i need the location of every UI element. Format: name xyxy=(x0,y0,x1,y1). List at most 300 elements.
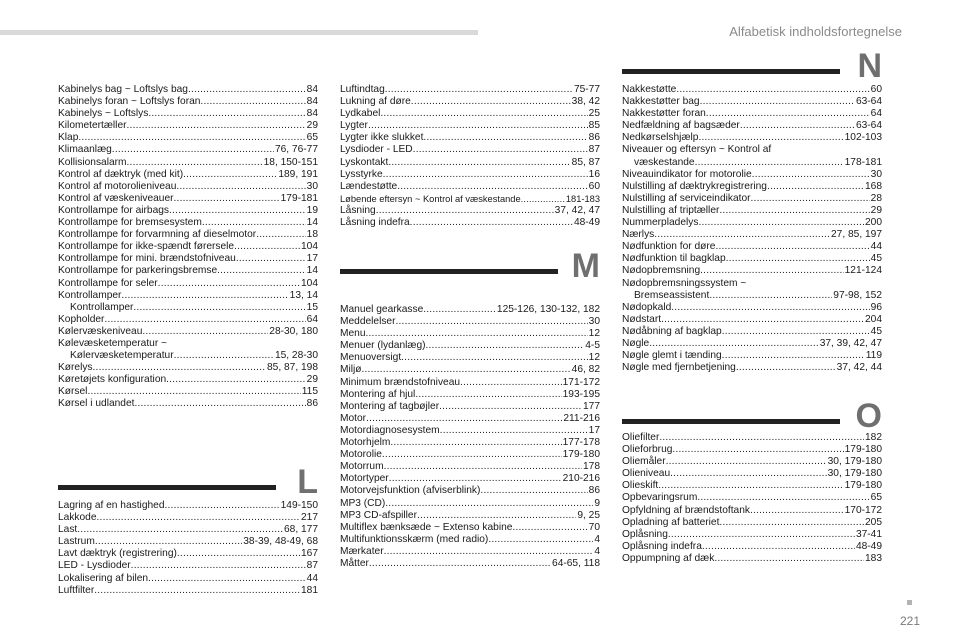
index-entry-page: 183 xyxy=(865,552,882,564)
index-entry xyxy=(340,157,600,169)
dot-leader xyxy=(389,473,562,485)
index-entry-label: Kontrollamper xyxy=(70,301,134,313)
dot-leader xyxy=(698,217,864,229)
index-entry-label: Minimum brændstofniveau xyxy=(340,376,461,388)
index-entry xyxy=(58,560,318,572)
index-entry-page: 181-183 xyxy=(565,193,600,204)
dot-leader xyxy=(148,108,305,120)
index-entry xyxy=(622,492,882,504)
index-entry xyxy=(58,500,318,512)
index-entry-page: 84 xyxy=(306,108,318,120)
dot-leader xyxy=(410,217,573,229)
index-entry-page: 60 xyxy=(870,84,882,95)
index-entry-page: 204 xyxy=(865,313,882,325)
dot-leader xyxy=(658,480,843,492)
index-entry-label: Nedkørselshjælp xyxy=(622,132,699,144)
index-entry-page: 104 xyxy=(301,277,318,289)
index-entry-label: Kontrol af dæktryk (med kit) xyxy=(58,168,184,180)
index-entry xyxy=(622,229,882,241)
index-entry-page: 205 xyxy=(865,516,882,528)
index-entry-label: Kollisionsalarm xyxy=(58,156,127,168)
dot-leader xyxy=(177,548,300,560)
index-entry-page: 115 xyxy=(301,386,318,398)
index-entry-label: Kontrollampe for seler xyxy=(58,277,158,289)
index-entry xyxy=(340,558,600,570)
index-entry-page: 63-64 xyxy=(855,120,882,132)
index-entry-label: Kilometertæller xyxy=(58,120,127,132)
dot-leader xyxy=(719,205,869,217)
dot-leader xyxy=(87,386,300,398)
index-entry-label: Låsning indefra xyxy=(340,217,410,229)
dot-leader xyxy=(415,389,561,401)
index-entry-page: 177 xyxy=(583,400,600,412)
index-entry xyxy=(58,108,318,120)
section-letter: M xyxy=(571,247,600,285)
index-entry-label: Låsning xyxy=(340,204,376,216)
index-entry xyxy=(622,468,882,480)
index-entry-page: 189, 191 xyxy=(278,168,318,180)
index-entry-page: 86 xyxy=(588,485,600,497)
index-entry xyxy=(58,278,318,290)
index-entry-page: 30 xyxy=(870,168,882,180)
dot-leader xyxy=(722,350,865,362)
index-entry xyxy=(622,444,882,456)
index-entry-label: Klap xyxy=(58,132,79,144)
index-entry-page: 181 xyxy=(301,584,318,596)
dot-leader xyxy=(362,364,571,376)
index-entry-page: 38-39, 48-49, 68 xyxy=(243,536,318,548)
index-entry-page: 76, 76-77 xyxy=(274,144,318,156)
index-entry-page: 46, 82 xyxy=(571,364,600,376)
index-entry-page: 28-30, 180 xyxy=(269,325,318,337)
dot-leader xyxy=(401,352,588,364)
index-entry-label: Klimaanlæg xyxy=(58,144,112,156)
index-entry-label: Kørelys xyxy=(58,362,93,374)
index-entry-label: Lastrum xyxy=(58,536,95,548)
index-entry-page: 178-181 xyxy=(844,156,882,168)
index-entry-page: 193-195 xyxy=(562,388,600,400)
index-entry xyxy=(622,205,882,217)
index-entry-page: 200 xyxy=(865,217,882,229)
index-entry-label: Last xyxy=(58,524,78,536)
section-letter: L xyxy=(297,463,318,501)
index-entry xyxy=(340,546,600,558)
dot-leader xyxy=(460,377,562,389)
index-entry xyxy=(58,205,318,217)
index-entry-page: 48-49 xyxy=(855,540,882,552)
dot-leader xyxy=(188,84,306,96)
index-entry-page: 170-172 xyxy=(844,504,882,516)
dot-leader xyxy=(78,132,305,144)
dot-leader xyxy=(661,314,864,326)
index-entry xyxy=(340,425,600,437)
index-entry-label: Kabinelys bag ~ Loftslys bag xyxy=(58,84,188,95)
index-entry-page: 171-172 xyxy=(562,376,600,388)
dot-leader xyxy=(752,169,870,181)
index-entry-label: Lagring af en hastighed xyxy=(58,500,165,511)
dot-leader xyxy=(97,512,300,524)
index-entry-page: 86 xyxy=(306,398,318,410)
index-entry-label: Olieforbrug xyxy=(622,444,673,456)
index-entry xyxy=(622,505,882,517)
index-entry-page: 9, 25 xyxy=(577,509,600,521)
index-entry-label: Multiflex bænksæde ~ Extenso kabine xyxy=(340,521,513,533)
index-entry xyxy=(622,96,882,108)
index-entry xyxy=(58,386,318,398)
dot-leader xyxy=(423,304,496,316)
index-entry xyxy=(340,534,600,546)
dot-leader xyxy=(388,157,570,169)
index-entry-page: 15, 28-30 xyxy=(274,350,318,362)
index-entry-page: 179-180 xyxy=(844,444,882,456)
dot-leader xyxy=(439,401,582,413)
index-entry-label: Manuel gearkasse xyxy=(340,304,424,315)
index-entry xyxy=(58,362,318,374)
dot-leader xyxy=(396,316,588,328)
index-entry-page: 63-64 xyxy=(855,96,882,108)
index-entry xyxy=(58,253,318,265)
index-entry xyxy=(340,316,600,328)
index-entry-label: Kabinelys ~ Loftslys xyxy=(58,108,149,120)
index-entry xyxy=(340,169,600,181)
dot-leader xyxy=(706,108,870,120)
index-entry xyxy=(622,253,882,265)
index-entry-label: Kørsel xyxy=(58,386,88,398)
dot-leader xyxy=(134,398,305,410)
index-entry-label: Opfyldning af brændstoftank xyxy=(622,504,750,516)
index-entry-label: Lygter ikke slukket xyxy=(340,132,424,144)
index-column-1 xyxy=(58,84,318,411)
index-entry xyxy=(622,193,882,205)
corner-mark xyxy=(907,600,912,605)
section-divider xyxy=(622,419,840,424)
index-entry-page: 65 xyxy=(870,492,882,504)
index-entry-label: Kølevæsketemperatur ~ xyxy=(58,337,167,349)
index-entry-page: 14 xyxy=(306,265,318,277)
dot-leader xyxy=(365,328,587,340)
index-entry xyxy=(340,510,600,522)
index-entry-page: 25 xyxy=(588,108,600,120)
index-entry-label: Kølervæsketemperatur xyxy=(70,350,174,362)
index-entry-page: 125-126, 130-132, 182 xyxy=(496,304,600,315)
index-entry-label: Nakkestøtte xyxy=(622,84,677,95)
index-entry-page: 44 xyxy=(306,572,318,584)
index-entry-label: Nulstilling af dæktrykregistrering xyxy=(622,180,767,192)
index-entry-page: 86 xyxy=(588,132,600,144)
index-entry-page: 168 xyxy=(865,180,882,192)
dot-leader xyxy=(426,340,585,352)
section-divider xyxy=(58,485,276,490)
dot-leader xyxy=(200,96,305,108)
index-column-2-m xyxy=(340,304,600,570)
index-entry-page: 45 xyxy=(870,325,882,337)
index-entry-page: 84 xyxy=(306,84,318,95)
dot-leader xyxy=(133,302,305,314)
index-entry-label: Menuoversigt xyxy=(340,352,402,364)
index-entry xyxy=(340,352,600,364)
index-entry xyxy=(58,585,318,597)
dot-leader xyxy=(750,505,844,517)
index-entry-page: 30, 179-180 xyxy=(827,468,882,480)
index-entry xyxy=(58,96,318,108)
index-entry xyxy=(622,517,882,529)
index-entry-label: Lændestøtte xyxy=(340,180,398,192)
index-entry-page: 29 xyxy=(306,374,318,386)
index-entry-page: 9 xyxy=(594,497,600,509)
dot-leader xyxy=(202,217,306,229)
index-entry-label: Kabinelys foran ~ Loftslys foran xyxy=(58,96,201,108)
index-entry-label: Nøgle xyxy=(622,337,650,349)
dot-leader xyxy=(740,120,855,132)
index-entry-page: 178 xyxy=(583,461,600,473)
dot-leader xyxy=(512,522,587,534)
index-entry-label: Nødfunktion for døre xyxy=(622,241,716,253)
index-entry-label: Kontrollampe for ikke-spændt førersele xyxy=(58,241,235,253)
index-entry-label: Kontrol af motorolieniveau xyxy=(58,180,177,192)
index-entry-page: 64 xyxy=(306,313,318,325)
index-entry-page: 64-65, 118 xyxy=(552,557,600,569)
dot-leader xyxy=(670,468,826,480)
index-entry-page: 64 xyxy=(870,108,882,120)
dot-leader xyxy=(715,241,869,253)
index-entry-label: LED - Lysdioder xyxy=(58,560,131,572)
index-entry-label: Motorvejsfunktion (afviserblink) xyxy=(340,485,481,497)
index-entry xyxy=(58,265,318,277)
index-entry xyxy=(58,132,318,144)
index-entry-page: 179-181 xyxy=(280,192,318,204)
index-entry xyxy=(622,169,882,181)
index-entry-label: Motorhjelm xyxy=(340,437,391,449)
index-entry xyxy=(58,290,318,302)
dot-leader xyxy=(417,510,576,522)
index-entry-label: Bremseassistent xyxy=(634,289,710,301)
index-entry xyxy=(340,413,600,425)
index-entry xyxy=(622,265,882,277)
index-entry-label: Nødopkald xyxy=(622,301,672,313)
index-entry-label: Oplåsning indefra xyxy=(622,540,702,552)
dot-leader xyxy=(165,500,280,512)
index-entry-label: Lydkabel xyxy=(340,108,381,120)
section-heading-m xyxy=(340,248,600,284)
dot-leader xyxy=(176,181,305,193)
dot-leader xyxy=(95,536,242,548)
dot-leader xyxy=(217,265,306,277)
dot-leader xyxy=(93,362,266,374)
index-entry-label: Olieniveau xyxy=(622,468,671,480)
index-entry-page: 182 xyxy=(865,432,882,443)
index-entry xyxy=(340,498,600,510)
index-entry-label: Miljø xyxy=(340,364,362,376)
index-entry-page: 18 xyxy=(306,229,318,241)
index-entry-label: Lavt dæktryk (registrering) xyxy=(58,548,177,560)
dot-leader xyxy=(368,120,588,132)
dot-leader xyxy=(697,492,869,504)
index-entry xyxy=(622,480,882,492)
index-entry-label: Kontrollampe for forvarmning af dieselmotor xyxy=(58,229,257,241)
index-entry xyxy=(58,84,318,96)
index-entry xyxy=(622,241,882,253)
index-entry-label: Oliemåler xyxy=(622,456,666,468)
page-header-title: Alfabetisk indholdsfortegnelse xyxy=(729,24,902,39)
index-entry-page: 87 xyxy=(588,144,600,156)
dot-leader xyxy=(183,169,277,181)
index-entry-page: 44 xyxy=(870,241,882,253)
section-letter: N xyxy=(857,47,882,85)
index-entry-label: MP3 (CD) xyxy=(340,497,386,509)
dot-leader xyxy=(751,193,870,205)
section-heading-n xyxy=(622,48,882,84)
index-entry xyxy=(340,522,600,534)
index-entry xyxy=(58,302,318,314)
index-column-1-l xyxy=(58,500,318,597)
dot-leader xyxy=(127,157,263,169)
index-entry-label: Luftfilter xyxy=(58,584,95,596)
index-entry-label: Nærlys xyxy=(622,229,655,241)
index-entry-page: 38, 42 xyxy=(571,96,600,108)
index-entry-page: 12 xyxy=(588,328,600,340)
index-entry xyxy=(58,169,318,181)
index-entry-label: Kontrollamper xyxy=(58,289,122,301)
index-entry-label: Olieskift xyxy=(622,480,659,492)
section-divider xyxy=(340,269,558,274)
header-bar xyxy=(0,30,478,35)
index-entry-page: 37, 42, 47 xyxy=(554,204,600,216)
index-entry xyxy=(340,473,600,485)
dot-leader xyxy=(719,517,864,529)
index-entry xyxy=(340,328,600,340)
dot-leader xyxy=(702,541,855,553)
index-entry-page: 149-150 xyxy=(280,500,318,511)
index-entry xyxy=(58,536,318,548)
index-entry xyxy=(340,193,600,205)
index-entry-label: Kopholder xyxy=(58,313,105,325)
dot-leader xyxy=(366,413,562,425)
index-entry-label: Lakkode xyxy=(58,512,97,524)
index-entry-label: Oliefilter xyxy=(622,432,660,443)
index-entry xyxy=(340,132,600,144)
index-entry-page: 104 xyxy=(301,241,318,253)
index-entry-page: 37, 42, 44 xyxy=(836,362,882,374)
index-entry-page: 17 xyxy=(306,253,318,265)
index-entry-page: 4 xyxy=(594,545,600,557)
section-heading-o xyxy=(622,398,882,434)
dot-leader xyxy=(158,278,300,290)
index-entry-label: Lokalisering af bilen xyxy=(58,572,149,584)
index-entry-page: 18, 150-151 xyxy=(263,156,318,168)
index-entry-label: Menu xyxy=(340,328,366,340)
dot-leader xyxy=(672,444,843,456)
index-entry-label: Niveauer og eftersyn ~ Kontrol af xyxy=(622,144,772,156)
dot-leader xyxy=(411,96,571,108)
index-entry xyxy=(622,290,882,302)
index-entry-label: Nødstart xyxy=(622,313,662,325)
index-entry xyxy=(340,364,600,376)
index-entry-page: 28 xyxy=(870,192,882,204)
dot-leader xyxy=(698,132,843,144)
index-entry-label: Lysstyrke xyxy=(340,168,383,180)
index-entry xyxy=(340,449,600,461)
index-entry xyxy=(340,120,600,132)
index-entry-page: 30 xyxy=(588,316,600,328)
dot-leader xyxy=(440,425,588,437)
index-entry-label: Nødfunktion til bagklap xyxy=(622,253,726,265)
index-entry xyxy=(622,553,882,565)
index-entry-label: Motordiagnosesystem xyxy=(340,424,440,436)
index-entry xyxy=(340,401,600,413)
index-entry xyxy=(622,456,882,468)
dot-leader xyxy=(397,181,587,193)
index-entry-page: 37, 39, 42, 47 xyxy=(819,337,882,349)
section-letter: O xyxy=(855,397,882,435)
dot-leader xyxy=(148,573,306,585)
dot-leader xyxy=(383,169,588,181)
index-entry xyxy=(622,278,882,290)
index-entry-page: 29 xyxy=(870,204,882,216)
index-entry xyxy=(58,193,318,205)
index-entry-page: 19 xyxy=(306,204,318,216)
index-entry-page: 13, 14 xyxy=(289,289,318,301)
index-entry-label: Lukning af døre xyxy=(340,96,411,108)
index-entry xyxy=(58,314,318,326)
dot-leader xyxy=(671,302,869,314)
index-entry-page: 179-180 xyxy=(562,449,600,461)
dot-leader xyxy=(390,437,561,449)
index-entry-page: 4-5 xyxy=(585,340,600,352)
index-entry xyxy=(622,108,882,120)
index-entry xyxy=(340,389,600,401)
index-entry-page: 179-180 xyxy=(844,480,882,492)
index-entry-page: 121-124 xyxy=(844,265,882,277)
dot-leader xyxy=(166,374,306,386)
dot-leader xyxy=(488,534,593,546)
dot-leader xyxy=(480,485,587,497)
index-entry-label: Luftindtag xyxy=(340,84,385,95)
dot-leader xyxy=(380,108,587,120)
index-entry-page: 17 xyxy=(588,424,600,436)
dot-leader xyxy=(666,456,827,468)
index-entry-label: Motor xyxy=(340,412,367,424)
index-entry-page: 30 xyxy=(306,180,318,192)
index-entry xyxy=(622,432,882,444)
index-entry-page: 97-98, 152 xyxy=(833,289,882,301)
index-entry xyxy=(58,512,318,524)
index-entry-page: 37-41 xyxy=(855,528,882,540)
index-entry-page: 30, 179-180 xyxy=(827,456,882,468)
dot-leader xyxy=(521,193,565,205)
index-entry xyxy=(58,157,318,169)
index-column-2 xyxy=(340,84,600,229)
index-entry-label: Nødopbremsning xyxy=(622,265,701,277)
index-entry-label: Nulstilling af serviceindikator xyxy=(622,192,751,204)
index-entry-page: 167 xyxy=(301,548,318,560)
index-entry xyxy=(622,217,882,229)
index-entry xyxy=(340,304,600,316)
dot-leader xyxy=(714,553,864,565)
index-entry xyxy=(622,338,882,350)
index-entry-label: Nakkestøtter bag xyxy=(622,96,700,108)
index-entry xyxy=(622,132,882,144)
index-entry xyxy=(58,144,318,156)
index-entry xyxy=(622,529,882,541)
dot-leader xyxy=(94,585,300,597)
dot-leader xyxy=(384,461,582,473)
index-entry xyxy=(340,205,600,217)
index-entry-page: 96 xyxy=(870,301,882,313)
index-entry-label: Oppumpning af dæk xyxy=(622,552,715,564)
index-entry xyxy=(58,241,318,253)
dot-leader xyxy=(236,253,306,265)
index-entry xyxy=(622,350,882,362)
